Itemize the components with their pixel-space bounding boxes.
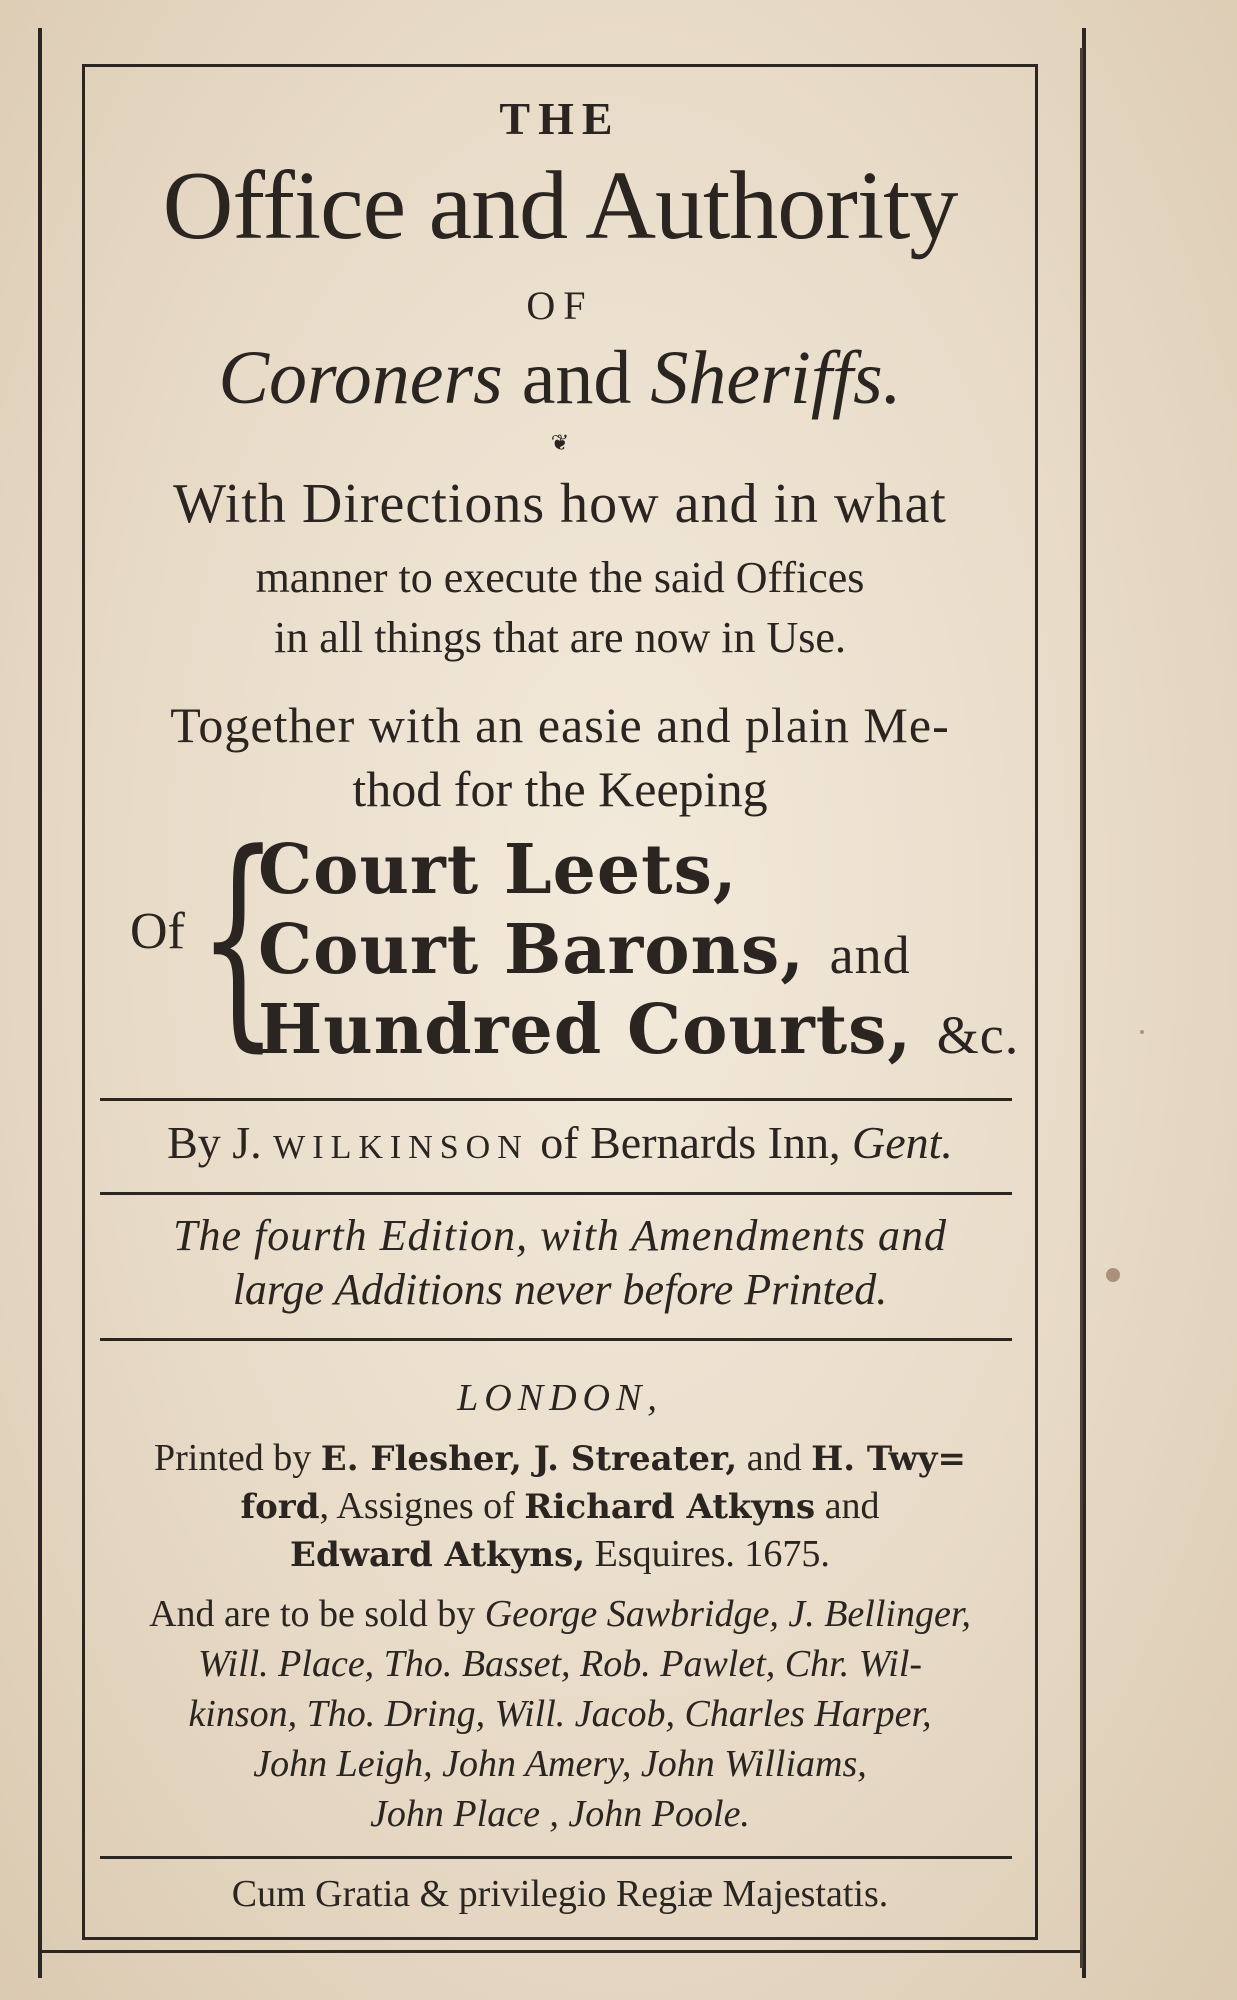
- court-barons-and: and: [829, 925, 911, 985]
- imprint-and: and: [746, 1437, 802, 1479]
- outer-border-bottom: [40, 1950, 1080, 1953]
- divider: [100, 1192, 1012, 1195]
- assignes-of: , Assignes of: [319, 1485, 515, 1527]
- edition-line-2: large Additions never before Printed.: [232, 1265, 888, 1314]
- sold-line-5: John Place , John Poole.: [370, 1793, 750, 1835]
- and-word: and: [521, 336, 632, 420]
- ornament-icon: ❦: [550, 430, 570, 455]
- imprint-city: LONDON,: [457, 1377, 663, 1419]
- together-line-2: thod for the Keeping: [352, 761, 768, 817]
- divider: [100, 1338, 1012, 1341]
- hundred-courts: [258, 990, 1019, 1070]
- title-of: OF: [526, 283, 594, 328]
- sold-prefix: And are to be sold by: [149, 1593, 476, 1635]
- court-barons: [258, 910, 911, 990]
- sold-line-2: Will. Place, Tho. Basset, Rob. Pawlet, Chr. Wil-: [197, 1643, 923, 1685]
- imprint-and-2: and: [824, 1485, 880, 1527]
- imprint-line-1: [82, 1436, 1038, 1480]
- author-inn: of Bernards Inn,: [540, 1117, 841, 1168]
- author-title: Gent.: [852, 1117, 953, 1168]
- foxing-spot: [1106, 1268, 1120, 1282]
- richard-atkyns: Richard Atkyns: [524, 1487, 816, 1527]
- divider: [100, 1098, 1012, 1101]
- author-name: WILKINSON: [273, 1129, 529, 1166]
- sold-line-4: John Leigh, John Amery, John Williams,: [253, 1743, 867, 1785]
- court-leets-text: Court Leets,: [258, 830, 738, 910]
- booksellers-1: George Sawbridge, J. Bellinger,: [484, 1593, 971, 1635]
- courts-list: [130, 805, 1020, 1072]
- imprint-line-3: [82, 1532, 1038, 1576]
- divider: [100, 1856, 1012, 1859]
- sold-line-3: kinson, Tho. Dring, Will. Jacob, Charles Harper,: [188, 1693, 932, 1735]
- byline: [82, 1116, 1038, 1169]
- hundred-courts-etc: &c.: [936, 1005, 1020, 1065]
- printer-twyford-cont: ford: [240, 1487, 320, 1527]
- esquires-date: Esquires. 1675.: [594, 1533, 830, 1575]
- imprint-line-2: [82, 1484, 1038, 1528]
- subtitle-coroners-sheriffs: [82, 335, 1038, 422]
- printers-names: E. Flesher, J. Streater,: [320, 1439, 738, 1479]
- courts-of-label: Of: [130, 903, 185, 960]
- printer-twyford: H. Twy=: [811, 1439, 966, 1479]
- edward-atkyns: Edward Atkyns,: [290, 1535, 586, 1575]
- title-the: THE: [499, 93, 621, 144]
- hundred-courts-text: Hundred Courts,: [258, 990, 913, 1070]
- sheriffs-word: Sheriffs.: [650, 336, 902, 420]
- directions-line-3: in all things that are now in Use.: [274, 613, 846, 662]
- privilege-line: Cum Gratia & privilegio Regiæ Majestatis.: [231, 1873, 889, 1915]
- directions-line-1: With Directions how and in what: [173, 473, 947, 535]
- printed-by: Printed by: [154, 1437, 312, 1479]
- directions-line-2: manner to execute the said Offices: [255, 553, 865, 602]
- court-barons-text: Court Barons,: [258, 910, 805, 990]
- main-title: Office and Authority: [162, 152, 958, 260]
- edition-line-1: The fourth Edition, with Amendments and: [173, 1211, 947, 1260]
- coroners-word: Coroners: [218, 336, 503, 420]
- brace-icon: {: [198, 805, 279, 1072]
- together-line-1: Together with an easie and plain Me-: [170, 697, 950, 753]
- sold-line-1: [82, 1592, 1038, 1636]
- foxing-spot: [1140, 1030, 1144, 1034]
- page-edge: [1080, 48, 1083, 1968]
- court-leets: [258, 830, 738, 910]
- byline-by: By J.: [167, 1117, 262, 1168]
